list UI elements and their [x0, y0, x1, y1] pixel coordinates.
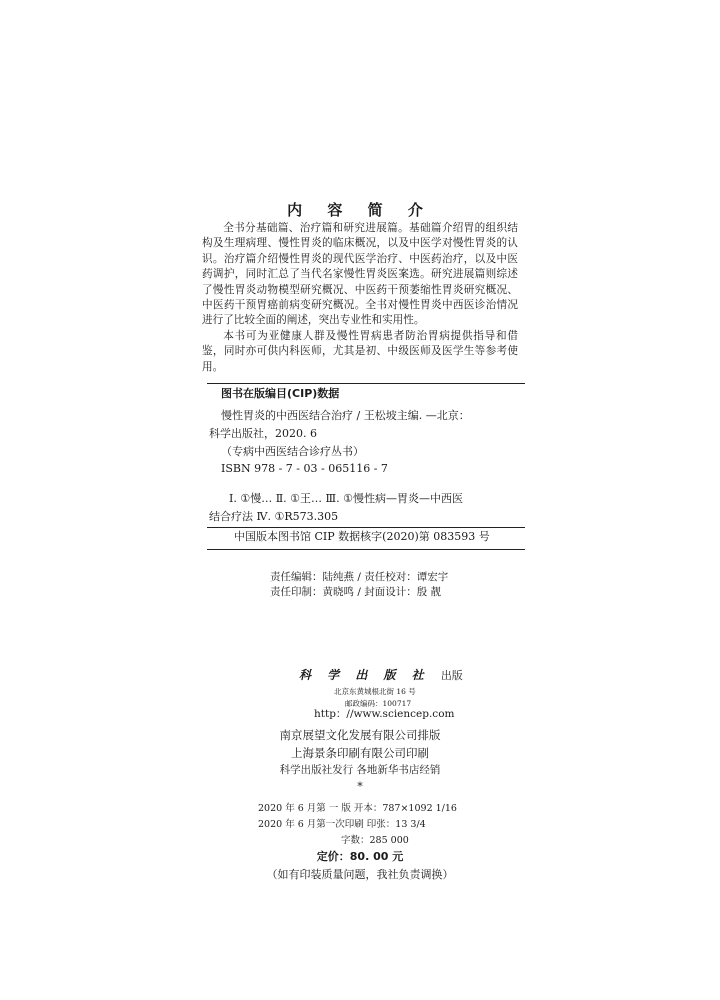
cip-line: （专病中西医结合诊疗丛书）	[221, 445, 364, 458]
cip-isbn: ISBN 978 - 7 - 03 - 065116 - 7	[221, 462, 388, 475]
printer: 上海景条印刷有限公司印刷	[291, 746, 429, 760]
printing-info: 2020 年 6 月第一次印刷 印张：13 3/4	[258, 819, 426, 830]
quality-notice: （如有印装质量问题，我社负责调换）	[266, 868, 454, 881]
publisher-postcode: 邮政编码：100717	[345, 699, 412, 708]
cip-bottom-rule	[207, 549, 525, 550]
credits-line: 责任印制：黄晓鸣 / 封面设计：殷 靓	[270, 586, 442, 598]
intro-title: 内 容 简 介	[287, 201, 433, 219]
cip-top-rule	[207, 383, 525, 384]
distribution: 科学出版社发行 各地新华书店经销	[279, 764, 441, 776]
edition-info: 2020 年 6 月第 一 版 开本：787×1092 1/16	[258, 803, 457, 814]
publisher-address: 北京东黄城根北街 16 号	[334, 687, 416, 696]
cip-line: 科学出版社，2020. 6	[209, 427, 317, 440]
typesetter: 南京展望文化发展有限公司排版	[279, 728, 441, 742]
intro-paragraph: 本书可为亚健康人群及慢性胃病患者防治胃病提供指导和借鉴，同时亦可供内科医师，尤其是初、中级医师及医学生等参考使用。	[202, 329, 518, 373]
cip-line: Ⅰ. ①慢… Ⅱ. ①王… Ⅲ. ①慢性病—胃炎—中西医	[229, 492, 463, 505]
separator-star: *	[357, 780, 363, 793]
cip-line: 慢性胃炎的中西医结合治疗 / 王松坡主编. —北京：	[221, 409, 470, 422]
word-count: 字数：285 000	[341, 835, 409, 846]
cip-line: 结合疗法 Ⅳ. ①R573.305	[209, 510, 339, 523]
cip-middle-rule	[207, 527, 525, 528]
intro-paragraph: 全书分基础篇、治疗篇和研究进展篇。基础篇介绍胃的组织结构及生理病理、慢性胃炎的临床概况，以及中医学对慢性胃炎的认识。治疗篇介绍慢性胃炎的现代医学治疗、中医药治疗，以及中医药调护，同时汇总了当代名家慢性胃炎医案选。研究进展篇则综述了慢性胃炎动物模型研究概况、中医药干预萎缩性胃炎研究概况、中医药干预胃癌前病变研究概况。全书对慢性胃炎中西医诊治情况进行了比较全面的阐述，突出专业性和实用性。	[202, 222, 518, 327]
cip-core-number: 中国版本图书馆 CIP 数据核字(2020)第 083593 号	[234, 530, 490, 543]
publisher-line	[299, 664, 463, 683]
intro-body	[202, 221, 518, 375]
publisher-suffix: 出版	[440, 669, 463, 682]
publisher-logo-text: 科 学 出 版 社	[299, 668, 430, 682]
price: 定价：80. 00 元	[316, 850, 404, 863]
publisher-url: http：//www.sciencep.com	[314, 708, 455, 720]
credits-line: 责任编辑：陆纯燕 / 责任校对：谭宏宇	[270, 571, 449, 583]
cip-heading: 图书在版编目(CIP)数据	[221, 387, 340, 400]
